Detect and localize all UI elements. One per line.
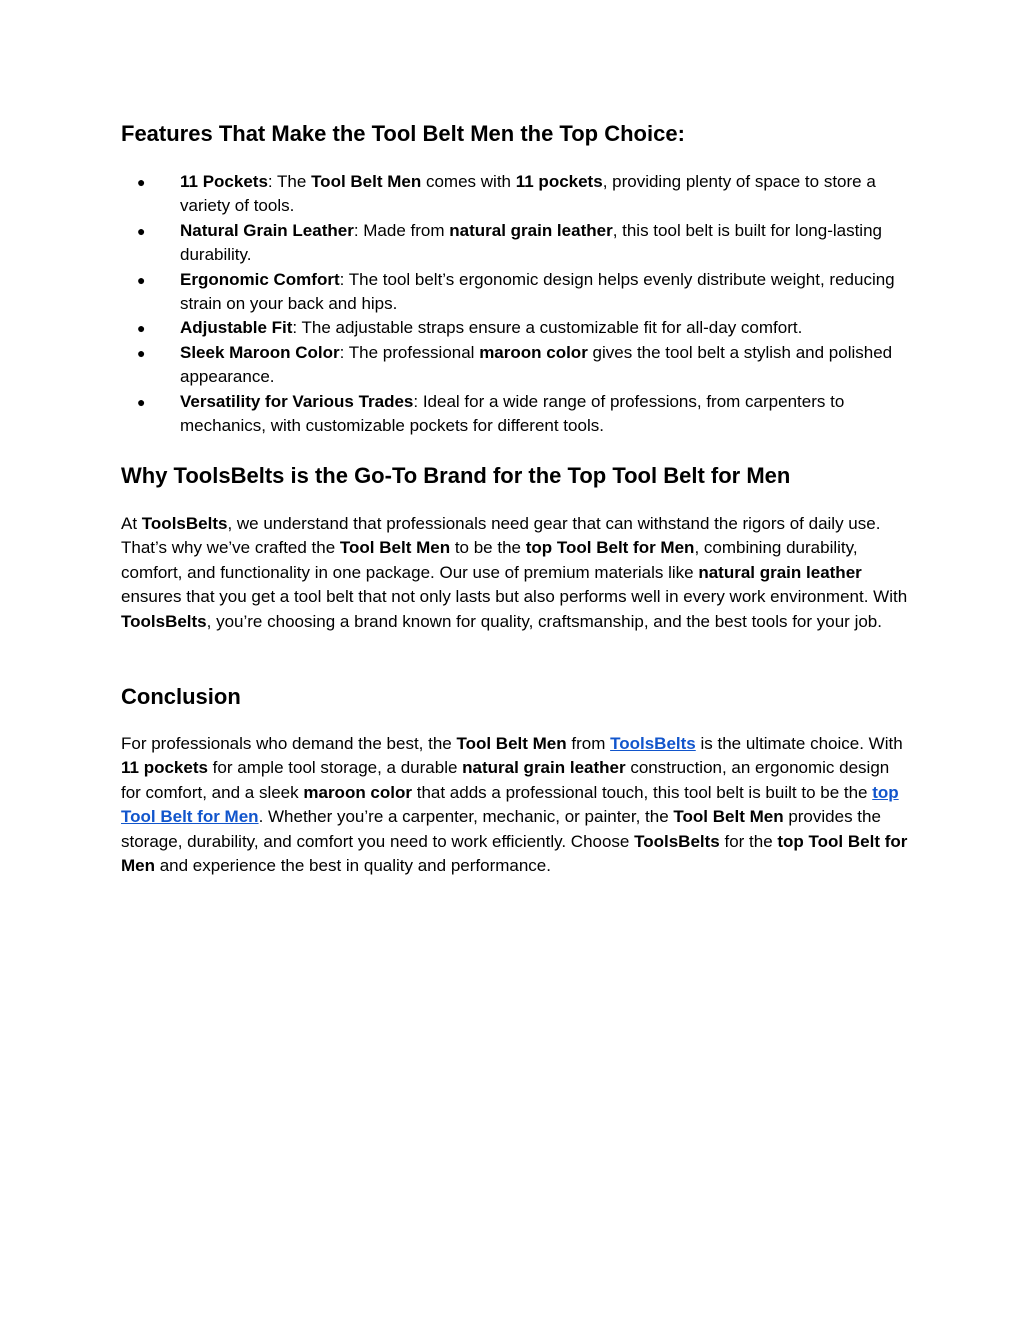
keyword-bold: top Tool Belt for Men xyxy=(525,538,695,558)
product-name: Tool Belt Men xyxy=(339,538,451,558)
brand-name: ToolsBelts xyxy=(141,514,228,533)
top-tool-belt-link[interactable]: top Tool Belt for Men xyxy=(121,782,899,827)
feature-text: : The tool belt’s ergonomic design helps evenly distribute weight, reducing strain on your back and hips. xyxy=(180,269,895,314)
why-paragraph xyxy=(121,512,911,634)
conclusion-heading: Conclusion xyxy=(121,684,241,709)
keyword-bold: top Tool Belt for Men xyxy=(121,831,908,876)
keyword-bold: 11 pockets xyxy=(121,758,208,778)
feature-text: : Made from xyxy=(353,220,450,240)
feature-bold: maroon color xyxy=(479,342,588,362)
paragraph-text: ensures that you get a tool belt that not only lasts but also performs well in every work environment. With xyxy=(121,587,908,607)
paragraph-text: construction, an ergonomic design for comfort, and a sleek xyxy=(121,758,890,802)
product-name: Tool Belt Men xyxy=(673,807,784,827)
bullet-icon: ● xyxy=(137,393,146,410)
paragraph-text: that adds a professional touch, this tool belt is built to be the xyxy=(412,782,873,802)
list-item xyxy=(121,390,911,439)
brand-name: ToolsBelts xyxy=(121,611,207,631)
paragraph-text: to be the xyxy=(450,538,526,558)
keyword-bold: natural grain leather xyxy=(462,758,626,778)
feature-term: Adjustable Fit xyxy=(180,318,293,338)
paragraph-text: from xyxy=(566,734,611,753)
brand-name: ToolsBelts xyxy=(634,831,720,851)
toolsbelts-link[interactable]: ToolsBelts xyxy=(610,734,696,753)
feature-term: 11 Pockets xyxy=(180,172,268,191)
paragraph-text: . Whether you’re a carpenter, mechanic, or painter, the xyxy=(258,807,674,827)
feature-bold: natural grain leather xyxy=(449,220,613,240)
list-item xyxy=(121,170,911,219)
feature-text: : The adjustable straps ensure a customizable fit for all-day comfort. xyxy=(292,318,803,338)
list-item xyxy=(121,268,911,317)
paragraph-text: At xyxy=(121,514,142,533)
bullet-icon: ● xyxy=(137,344,146,361)
bullet-icon: ● xyxy=(137,174,146,190)
paragraph-text: provides the storage, durability, and comfort you need to work efficiently. Choose xyxy=(121,807,881,851)
conclusion-paragraph xyxy=(121,732,911,878)
keyword-bold: natural grain leather xyxy=(698,562,862,582)
feature-text: : The professional xyxy=(339,342,480,362)
feature-text: , this tool belt is built for long-lasting durability. xyxy=(180,220,882,265)
feature-term: Versatility for Various Trades xyxy=(180,391,414,411)
list-item xyxy=(121,316,911,340)
feature-term: Sleek Maroon Color xyxy=(180,342,340,362)
features-list xyxy=(121,170,911,438)
features-heading: Features That Make the Tool Belt Men the Top Choice: xyxy=(121,121,685,146)
list-item xyxy=(121,219,911,268)
feature-text: , providing plenty of space to store a variety of tools. xyxy=(180,172,876,216)
bullet-icon: ● xyxy=(137,222,146,239)
bullet-icon: ● xyxy=(137,271,146,288)
feature-text: comes with xyxy=(421,172,516,191)
paragraph-text: For professionals who demand the best, the xyxy=(121,734,457,753)
why-heading: Why ToolsBelts is the Go-To Brand for the Top Tool Belt for Men xyxy=(121,463,791,488)
paragraph-text: , you’re choosing a brand known for quality, craftsmanship, and the best tools for your job. xyxy=(206,611,882,631)
keyword-bold: maroon color xyxy=(303,782,412,802)
feature-bold: Tool Belt Men xyxy=(311,172,422,191)
paragraph-text: and experience the best in quality and performance. xyxy=(155,856,551,876)
bullet-icon: ● xyxy=(137,320,146,337)
feature-text: : The xyxy=(267,172,312,191)
paragraph-text: for the xyxy=(719,831,778,851)
paragraph-text: for ample tool storage, a durable xyxy=(207,758,463,778)
feature-text: : Ideal for a wide range of professions, from carpenters to mechanics, with customizable pockets for different tools. xyxy=(180,391,845,436)
feature-term: Ergonomic Comfort xyxy=(180,269,340,289)
paragraph-text: , we understand that professionals need gear that can withstand the rigors of daily use. That’s why we’ve crafted the xyxy=(121,514,881,558)
feature-text: gives the tool belt a stylish and polished appearance. xyxy=(180,342,893,387)
paragraph-text: is the ultimate choice. With xyxy=(695,734,903,753)
product-name: Tool Belt Men xyxy=(456,734,567,753)
list-item xyxy=(121,341,911,390)
feature-bold: 11 pockets xyxy=(515,172,603,191)
feature-term: Natural Grain Leather xyxy=(180,220,354,240)
paragraph-text: , combining durability, comfort, and functionality in one package. Our use of premium materials like xyxy=(121,538,858,582)
